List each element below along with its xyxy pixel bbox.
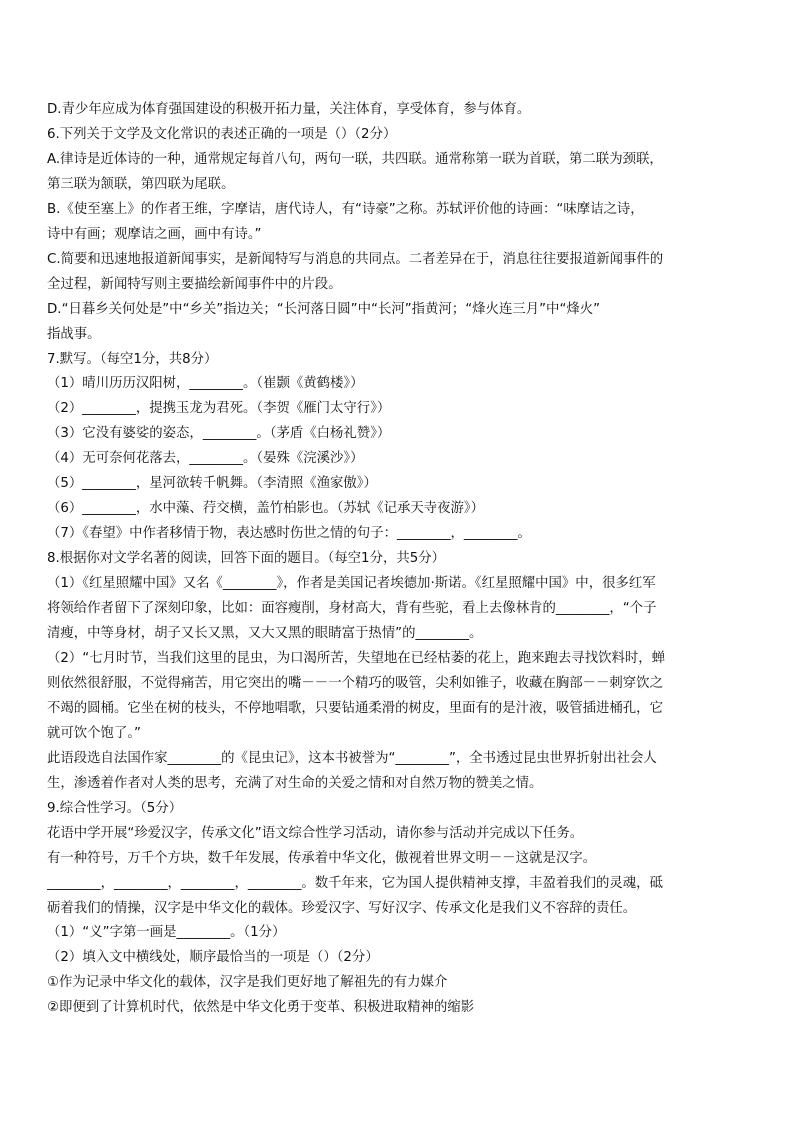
text-line: 砺着我们的情操，汉字是中华文化的载体。珍爱汉字、写好汉字、传承文化是我们义不容辞的责任。 (47, 900, 637, 916)
option-b-line: 诗中有画；观摩诘之画，画中有诗。” (47, 226, 262, 242)
option-d-line: 指战事。 (47, 326, 101, 342)
text-line: 将领给作者留下了深刻印象，比如：面容瘦削，身材高大，背有些驼，看上去像林肯的________，“个子 (47, 601, 657, 617)
option-c-line: 全过程，新闻特写则主要描绘新闻事件中的片段。 (47, 276, 342, 292)
text-line: 花语中学开展“珍爱汉字，传承文化”语文综合性学习活动，请你参与活动并完成以下任务。 (47, 825, 584, 841)
text-line: 清瘦，中等身材，胡子又长又黑，又大又黑的眼睛富于热情”的________。 (47, 626, 483, 642)
sub-question: （1）“义”字第一画是________。（1分） (47, 925, 286, 941)
choice-item: ①作为记录中华文化的载体，汉字是我们更好地了解祖先的有力媒介 (47, 975, 448, 991)
option-b-line: B.《使至塞上》的作者王维，字摩诘，唐代诗人，有“诗豪”之称。苏轼评价他的诗画：“味摩诘之诗， (47, 201, 644, 217)
text-line: 就可饮个饱了。” (47, 725, 141, 741)
question-7-stem: 7.默写。（每空1分，共8分） (47, 351, 218, 367)
question-6-stem: 6.下列关于文学及文化常识的表述正确的一项是（）（2分） (47, 126, 397, 142)
text-line: 则依然很舒服，不觉得痛苦，用它突出的嘴－－一个精巧的吸管，尖利如锥子，收藏在胸部－－刺穿饮之 (47, 675, 663, 691)
dictation-item: （5）________，星河欲转千帆舞。（李清照《渔家傲》） (47, 476, 377, 492)
dictation-item: （1）晴川历历汉阳树，________。（崔颢《黄鹤楼》） (47, 376, 364, 392)
exam-page (47, 98, 747, 1021)
dictation-item: （4）无可奈何花落去，________。（晏殊《浣溪沙》） (47, 451, 364, 467)
text-line: 生，渗透着作者对人类的思考，充满了对生命的关爱之情和对自然万物的赞美之情。 (47, 775, 543, 791)
text-line: 此语段选自法国作家________的《昆虫记》，这本书被誉为“________”，全书透过昆虫世界折射出社会人 (47, 750, 657, 766)
option-d-line: D.“日暮乡关何处是”中“乡关”指边关；“长河落日圆”中“长河”指黄河；“烽火连三月”中“烽火” (47, 301, 601, 317)
text-line: ________，________，________，________。数千年来，它为国人提供精神支撑，丰盈着我们的灵魂，砥 (47, 875, 663, 891)
question-9-stem: 9.综合性学习。（5分） (47, 800, 183, 816)
dictation-item: （2）________，提携玉龙为君死。（李贺《雁门太守行》） (47, 401, 391, 417)
text-line: （2）“七月时节，当我们这里的昆虫，为口渴所苦，失望地在已经枯萎的花上，跑来跑去寻找饮料时，蝉 (47, 650, 666, 666)
option-a-line: A.律诗是近体诗的一种，通常规定每首八句，两句一联，共四联。通常称第一联为首联，第二联为颈联， (47, 151, 663, 167)
sub-question: （2）填入文中横线处，顺序最恰当的一项是（）（2分） (47, 950, 379, 966)
text-line: 有一种符号，万千个方块，数千年发展，传承着中华文化，傲视着世界文明－－这就是汉字。 (47, 850, 597, 866)
text-line: 不竭的圆桶。它坐在树的枝头，不停地唱歌，只要钻通柔滑的树皮，里面有的是汁液，吸管插进桶孔，它 (47, 700, 663, 716)
choice-item: ②即便到了计算机时代，依然是中华文化勇于变革、积极进取精神的缩影 (47, 1000, 475, 1016)
dictation-item: （3）它没有婆娑的姿态，________。（茅盾《白杨礼赞》） (47, 426, 391, 442)
dictation-item: （7）《春望》中作者移情于物，表达感时伤世之情的句子：________，________。 (47, 526, 531, 542)
option-a-line: 第三联为颔联，第四联为尾联。 (47, 176, 235, 192)
option-c-line: C.简要和迅速地报道新闻事实，是新闻特写与消息的共同点。二者差异在于，消息往往要报道新闻事件的 (47, 251, 664, 267)
dictation-item: （6）________，水中藻、荇交横，盖竹柏影也。（苏轼《记承天寺夜游》） (47, 501, 485, 517)
text-line: （1）《红星照耀中国》又名《________》，作者是美国记者埃德加·斯诺。《红星照耀中国》中，很多红军 (47, 576, 656, 592)
question-8-stem: 8.根据你对文学名著的阅读，回答下面的题目。（每空1分，共5分） (47, 551, 446, 567)
text-line: D.青少年应成为体育强国建设的积极开拓力量，关注体育，享受体育，参与体育。 (47, 102, 531, 117)
